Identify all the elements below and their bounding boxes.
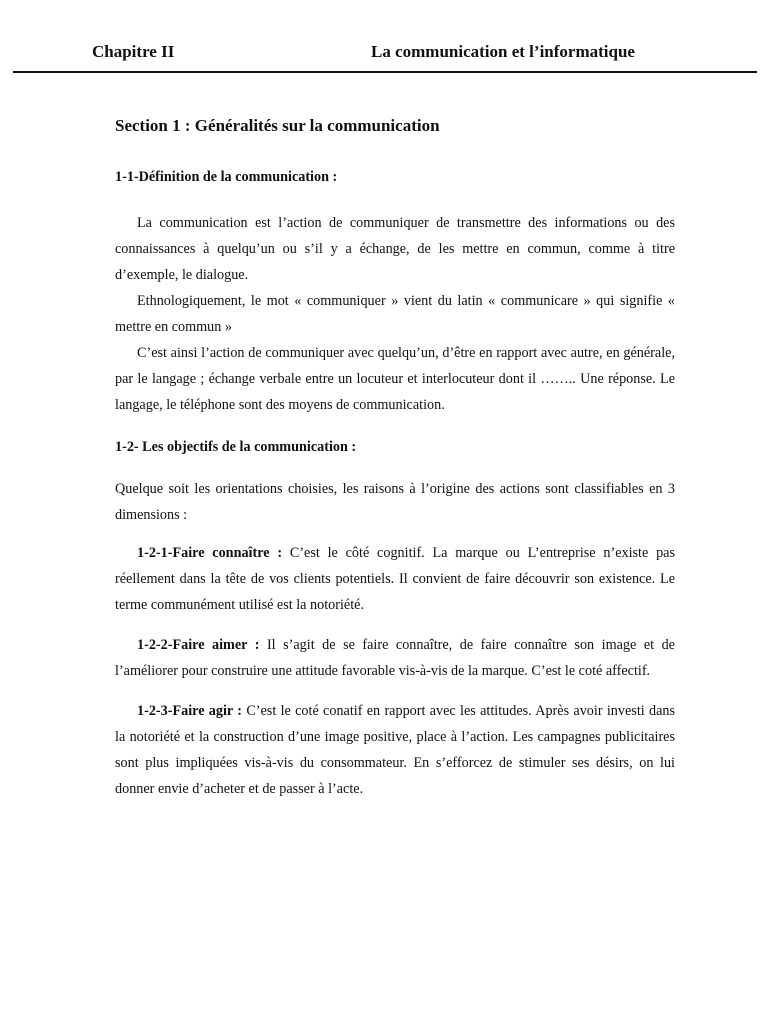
definition-paragraph: La communication est l’action de communiquer de transmettre des informations ou des connaissances à quelqu’un ou s’il y a échange, de les mettre en commun, comme à titre d’exemple, le dialogue. (115, 215, 675, 283)
communication-paragraph: C’est ainsi l’action de communiquer avec quelqu’un, d’être en rapport avec autre, en générale, par le langage ; échange verbale entre un locuteur et interlocuteur dont il …….. Une réponse. Le langage, le téléphone sont des moyens de communication. (115, 345, 675, 413)
chapter-label: Chapitre II (92, 42, 175, 61)
objective-text: C’est le coté conatif en rapport avec les attitudes. Après avoir investi dans la notoriété et la construction d’une image positive, place à l’action. Les campagnes publicitaires sont plus impliquées vis-à-vis du consommateur. En s’efforcez de stimuler ses désirs, on lui donner envie d’acheter et de passer à l’acte. (115, 703, 676, 797)
document-body (115, 114, 675, 802)
objective-item (115, 540, 675, 618)
etymology-paragraph: Ethnologiquement, le mot « communiquer » vient du latin « communicare » qui signifie « mettre en commun » (115, 293, 675, 335)
objectives-heading: 1-2- Les objectifs de la communication : (115, 439, 357, 455)
objective-text: C’est le côté cognitif. La marque ou L’entreprise n’existe pas réellement dans la tête de vos clients potentiels. Il convient de faire découvrir son existence. Le terme communément utilisé est la notoriété. (115, 545, 675, 613)
objectives-intro: Quelque soit les orientations choisies, les raisons à l’origine des actions sont classifiables en 3 dimensions : (115, 481, 675, 523)
chapter-title: La communication et l’informatique (371, 42, 635, 61)
objective-label: 1-2-3-Faire agir : (137, 703, 243, 719)
objective-item (115, 698, 675, 802)
page-header (0, 0, 768, 75)
objective-item (115, 632, 675, 684)
header-divider (13, 71, 757, 73)
objective-label: 1-2-2-Faire aimer : (137, 637, 260, 653)
objective-text: Il s’agit de se faire connaître, de faire connaître son image et de l’améliorer pour construire une attitude favorable vis-à-vis de la marque. C’est le coté affectif. (115, 637, 675, 679)
objective-label: 1-2-1-Faire connaître : (137, 545, 283, 561)
definition-heading: 1-1-Définition de la communication : (115, 169, 338, 185)
section-title: Section 1 : Généralités sur la communication (115, 116, 440, 135)
